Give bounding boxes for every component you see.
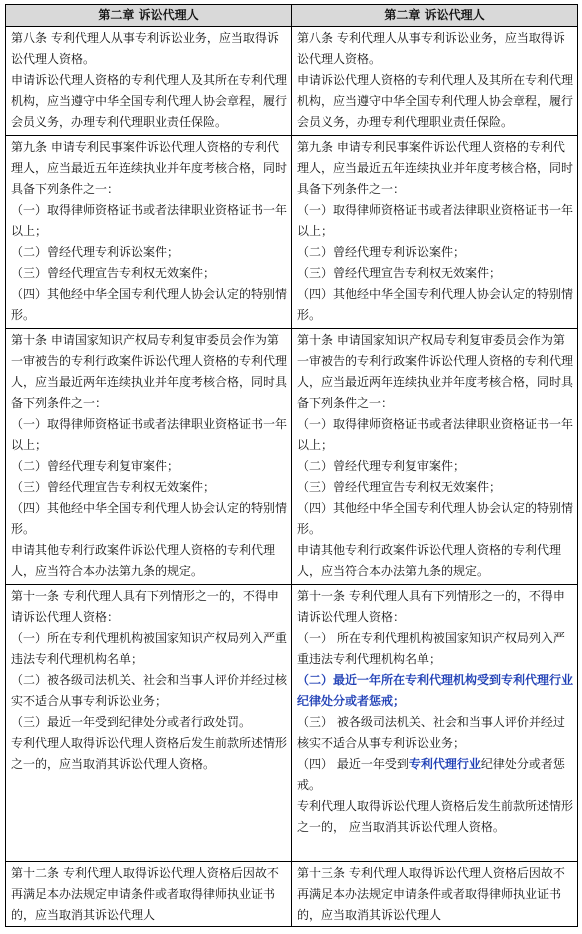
paragraph: （三）曾经代理宣告专利权无效案件； (11, 480, 216, 494)
paragraph: （二）曾经代理专利复审案件； (297, 459, 466, 473)
paragraph: 申请其他专利行政案件诉讼代理人资格的专利代理人，应当符合本办法第九条的规定。 (297, 543, 562, 578)
paragraph: （四）其他经中华全国专利代理人协会认定的特别情形。 (297, 501, 574, 536)
paragraph: 第十一条 专利代理人具有下列情形之一的，不得申请诉讼代理人资格： (297, 589, 565, 624)
paragraph: （一）所在专利代理机构被国家知识产权局列入严重违法专利代理机构名单； (11, 631, 288, 666)
text-run: 纪律处分或者惩戒。 (297, 757, 565, 792)
paragraph: 第十一条 专利代理人具有下列情形之一的，不得申请诉讼代理人资格： (11, 589, 279, 624)
paragraph: （二）曾经代理专利诉讼案件； (297, 245, 466, 259)
highlighted-text: 专利代理行业 (408, 757, 481, 771)
table-header-row (6, 5, 578, 27)
cell-right (292, 329, 578, 585)
comparison-table (5, 4, 578, 927)
paragraph: （二）曾经代理专利诉讼案件； (11, 245, 180, 259)
cell-right (292, 136, 578, 329)
paragraph: 第八条 专利代理人从事专利诉讼业务，应当取得诉讼代理人资格。 (11, 31, 279, 66)
paragraph: （三） 被各级司法机关、社会和当事人评价并经过核实不适合从事专利诉讼业务； (297, 715, 565, 750)
text-run: （四） 最近一年受到 (297, 757, 409, 771)
paragraph: 第十条 申请国家知识产权局专利复审委员会作为第一审被告的专利行政案件诉讼代理人资格的专利代理人，应当最近两年连续执业并年度考核合格，同时具备下列条件之一： (297, 333, 574, 410)
paragraph: （四）其他经中华全国专利代理人协会认定的特别情形。 (297, 287, 574, 322)
paragraph: 第九条 申请专利民事案件诉讼代理人资格的专利代理人，应当最近五年连续执业并年度考核合格，同时具备下列条件之一： (11, 140, 288, 196)
cell-left (6, 585, 292, 862)
paragraph: 第十三条 专利代理人取得诉讼代理人资格后因故不再满足本办法规定申请条件或者取得律师执业证书的，应当取消其诉讼代理人 (297, 866, 565, 922)
paragraph: （三）曾经代理宣告专利权无效案件； (297, 480, 502, 494)
cell-right (292, 585, 578, 862)
cell-right (292, 27, 578, 136)
paragraph (297, 754, 573, 796)
table-row (6, 585, 578, 862)
paragraph: （一）取得律师资格证书或者法律职业资格证书一年以上； (11, 203, 288, 238)
highlighted-paragraph: （二）最近一年所在专利代理机构受到专利代理行业纪律处分或者惩戒； (297, 673, 574, 708)
paragraph: （三）曾经代理宣告专利权无效案件； (11, 266, 216, 280)
paragraph: （二）被各级司法机关、社会和当事人评价并经过核实不适合从事专利诉讼业务； (11, 673, 288, 708)
paragraph: 第十条 申请国家知识产权局专利复审委员会作为第一审被告的专利行政案件诉讼代理人资格的专利代理人，应当最近两年连续执业并年度考核合格，同时具备下列条件之一： (11, 333, 288, 410)
header-left: 第二章 诉讼代理人 (6, 5, 292, 27)
paragraph: （三）曾经代理宣告专利权无效案件； (297, 266, 502, 280)
paragraph: （一） 所在专利代理机构被国家知识产权局列入严重违法专利代理机构名单； (297, 631, 565, 666)
cell-left (6, 329, 292, 585)
paragraph: 申请其他专利行政案件诉讼代理人资格的专利代理人，应当符合本办法第九条的规定。 (11, 543, 276, 578)
cell-left (6, 136, 292, 329)
table-row (6, 136, 578, 329)
paragraph: （二）曾经代理专利复审案件； (11, 459, 180, 473)
paragraph: 第十二条 专利代理人取得诉讼代理人资格后因故不再满足本办法规定申请条件或者取得律师执业证书的，应当取消其诉讼代理人 (11, 866, 279, 922)
paragraph: 申请诉讼代理人资格的专利代理人及其所在专利代理机构，应当遵守中华全国专利代理人协会章程，履行会员义务，办理专利代理职业责任保险。 (297, 73, 574, 129)
table-row (6, 862, 578, 927)
paragraph: （一）取得律师资格证书或者法律职业资格证书一年以上； (297, 417, 574, 452)
cell-right (292, 862, 578, 927)
paragraph: （三）最近一年受到纪律处分或者行政处罚。 (11, 715, 252, 729)
header-right: 第二章 诉讼代理人 (292, 5, 578, 27)
paragraph: 第八条 专利代理人从事专利诉讼业务，应当取得诉讼代理人资格。 (297, 31, 565, 66)
paragraph: （四）其他经中华全国专利代理人协会认定的特别情形。 (11, 501, 288, 536)
paragraph: 专利代理人取得诉讼代理人资格后发生前款所述情形之一的， 应当取消其诉讼代理人资格。 (297, 799, 574, 834)
table-row (6, 27, 578, 136)
paragraph: （四）其他经中华全国专利代理人协会认定的特别情形。 (11, 287, 288, 322)
cell-left (6, 862, 292, 927)
cell-left (6, 27, 292, 136)
paragraph: 申请诉讼代理人资格的专利代理人及其所在专利代理机构，应当遵守中华全国专利代理人协会章程，履行会员义务，办理专利代理职业责任保险。 (11, 73, 288, 129)
table-row (6, 329, 578, 585)
paragraph: 专利代理人取得诉讼代理人资格后发生前款所述情形之一的，应当取消其诉讼代理人资格。 (11, 736, 288, 771)
paragraph: （一）取得律师资格证书或者法律职业资格证书一年以上； (11, 417, 288, 452)
paragraph: （一）取得律师资格证书或者法律职业资格证书一年以上； (297, 203, 574, 238)
paragraph: 第九条 申请专利民事案件诉讼代理人资格的专利代理人，应当最近五年连续执业并年度考核合格，同时具备下列条件之一： (297, 140, 574, 196)
